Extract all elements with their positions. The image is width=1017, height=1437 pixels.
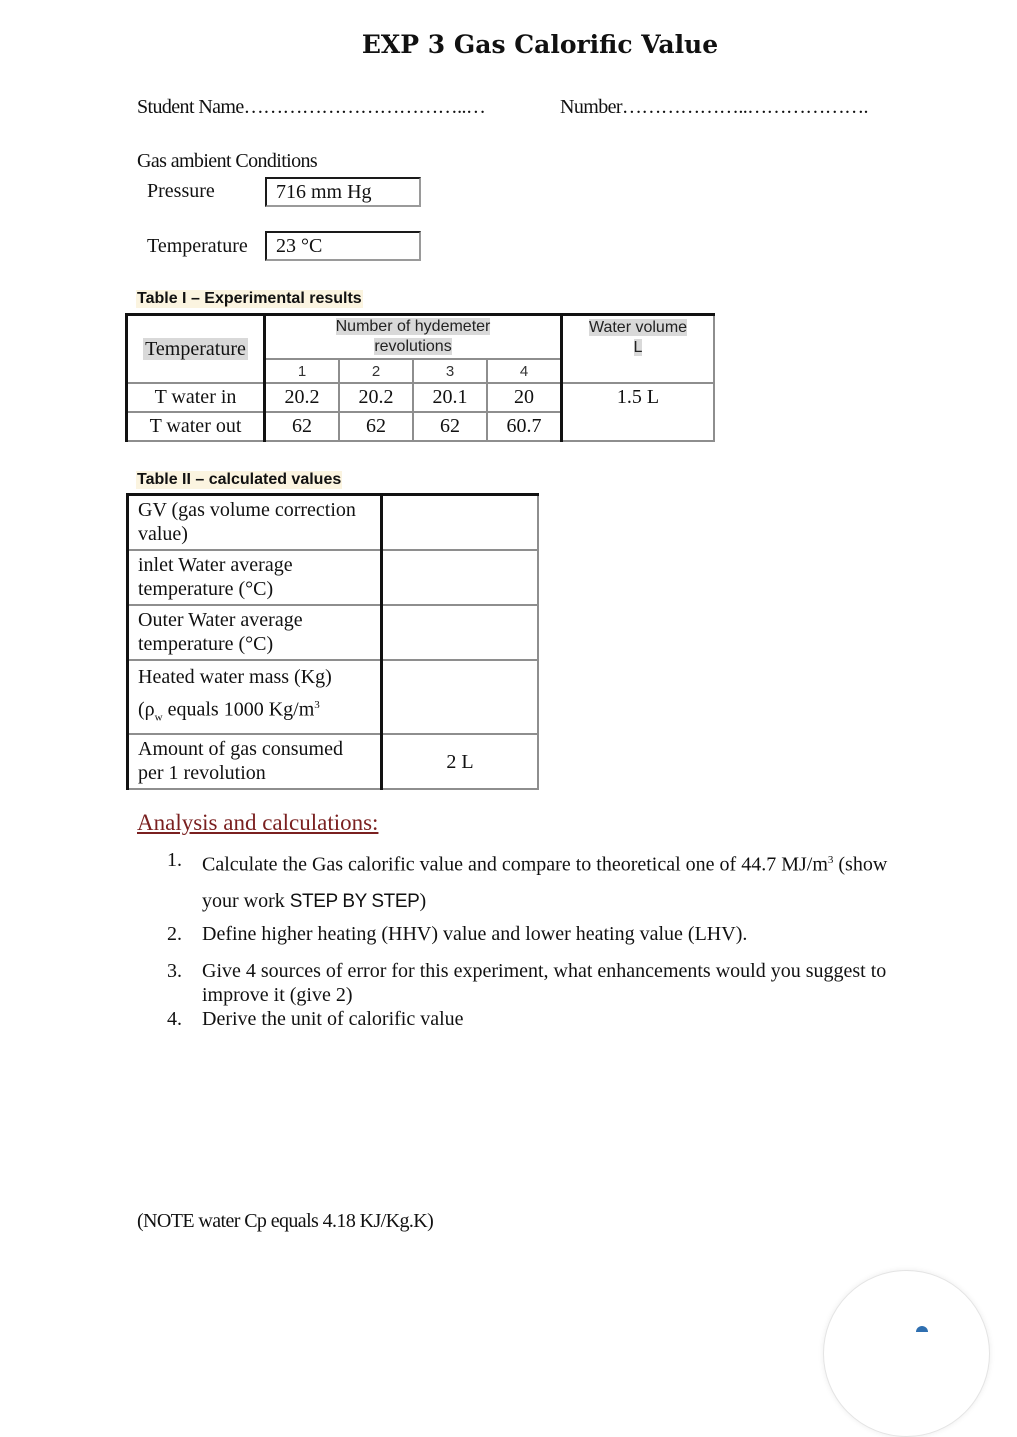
calc-value	[382, 495, 539, 550]
floating-action-button[interactable]	[823, 1270, 990, 1437]
question-text-line2: improve it (give 2)	[202, 983, 353, 1006]
page-title: EXP 3 Gas Calorific Value	[361, 30, 719, 59]
calc-value	[382, 550, 539, 605]
temperature-header-cell	[127, 315, 265, 384]
pressure-label: Pressure	[147, 180, 215, 202]
student-name-line: Student Name……………………………..…	[137, 96, 486, 118]
temperature-header: Temperature	[145, 337, 246, 360]
table-cell: 20.2	[339, 383, 413, 412]
calc-label-line1: GV (gas volume correction	[138, 499, 356, 521]
pressure-value-box: 716 mm Hg	[265, 177, 421, 207]
table-row	[128, 734, 539, 789]
calc-label	[128, 605, 382, 660]
list-item	[167, 1007, 985, 1031]
table-cell: 20.1	[413, 383, 487, 412]
table-row	[127, 383, 715, 412]
cubic-superscript: 3	[314, 698, 320, 711]
water-volume-header-cell	[562, 315, 715, 384]
revolution-number: 1	[265, 359, 340, 383]
experimental-results-table	[125, 313, 715, 442]
list-item	[167, 842, 985, 920]
analysis-heading: Analysis and calculations:	[137, 810, 379, 835]
student-number-line: Number………………..……………….	[560, 96, 868, 118]
calc-label-line2: value)	[138, 523, 188, 545]
cubic-superscript: 3	[827, 854, 834, 866]
calculated-values-table	[126, 493, 539, 790]
conditions-heading: Gas ambient Conditions	[137, 150, 318, 172]
list-item	[167, 959, 985, 1007]
calc-label-line2-pre: (ρ	[138, 698, 155, 721]
rho-subscript: w	[154, 711, 163, 724]
water-volume-header-line1: Water volume	[588, 319, 688, 336]
list-item	[167, 922, 985, 946]
calc-value	[382, 605, 539, 660]
calc-label	[128, 660, 382, 735]
table-row	[128, 495, 539, 550]
question-number: 2.	[167, 922, 182, 945]
question-text-after: (show	[833, 853, 888, 876]
table-cell: 60.7	[487, 412, 562, 441]
question-text-close: )	[419, 889, 427, 912]
question-text-line2: your work	[202, 889, 290, 912]
calc-label-line2-post: equals 1000 Kg/m	[162, 698, 315, 721]
table-cell: 62	[265, 412, 340, 441]
question-number: 3.	[167, 959, 182, 982]
calc-label-line1: Outer Water average	[138, 608, 303, 631]
question-text: Give 4 sources of error for this experiment, what enhancements would you suggest to	[202, 959, 887, 982]
question-number: 1.	[167, 849, 182, 871]
revolutions-header-cell	[265, 315, 562, 360]
table2-caption: Table II – calculated values	[137, 471, 342, 488]
calc-label	[128, 495, 382, 550]
calc-label-line2: per 1 revolution	[138, 762, 266, 785]
calc-label-line1: inlet Water average	[138, 553, 293, 576]
calc-label-line2: temperature (°C)	[138, 632, 274, 655]
question-text: Calculate the Gas calorific value and compare to theoretical one of 44.7 MJ/m	[202, 853, 828, 876]
calc-label	[128, 734, 382, 789]
revolution-number: 3	[413, 359, 487, 383]
note-text: (NOTE water Cp equals 4.18 KJ/Kg.K)	[137, 1210, 434, 1232]
table-cell: 20.2	[265, 383, 340, 412]
calc-label	[128, 550, 382, 605]
table1-caption: Table I – Experimental results	[137, 290, 362, 307]
question-number: 4.	[167, 1007, 182, 1030]
row-label-t-water-out: T water out	[127, 412, 265, 441]
temperature-value-box: 23 °C	[265, 231, 421, 261]
water-volume-header-line2: L	[633, 339, 643, 356]
water-volume-value: 1.5 L	[562, 383, 715, 441]
question-text: Define higher heating (HHV) value and lower heating value (LHV).	[202, 922, 748, 945]
table-cell: 62	[413, 412, 487, 441]
row-label-t-water-in: T water in	[127, 383, 265, 412]
revolution-number: 2	[339, 359, 413, 383]
revolutions-header-line2: revolutions	[374, 338, 452, 355]
revolutions-header-line1: Number of hydemeter	[335, 318, 491, 335]
table-row	[128, 660, 539, 735]
table-row	[128, 605, 539, 660]
calc-value	[382, 660, 539, 735]
calc-label-line1: Heated water mass (Kg)	[138, 665, 332, 688]
calc-label-line1: Amount of gas consumed	[138, 738, 343, 761]
table-row	[128, 550, 539, 605]
table-cell: 62	[339, 412, 413, 441]
calc-label-line2: temperature (°C)	[138, 577, 274, 600]
temperature-label: Temperature	[147, 235, 248, 257]
questions-list	[167, 842, 985, 1031]
question-text: Derive the unit of calorific value	[202, 1007, 464, 1030]
table-cell: 20	[487, 383, 562, 412]
calc-value-gas-per-rev: 2 L	[382, 734, 539, 789]
fab-icon	[916, 1326, 928, 1332]
revolution-number: 4	[487, 359, 562, 383]
step-by-step-text: STEP BY STEP	[289, 890, 420, 912]
